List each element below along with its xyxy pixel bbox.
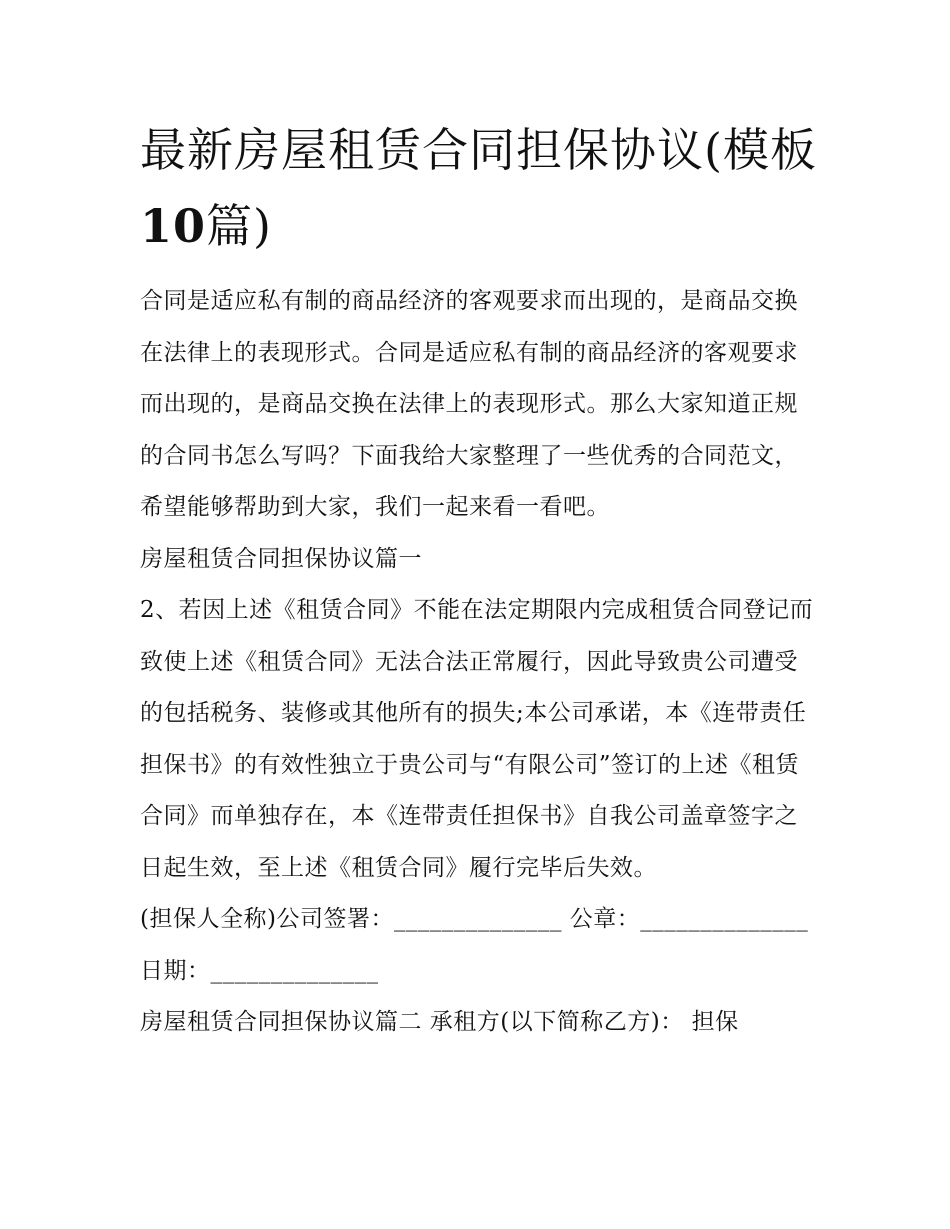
title-number: 10 [140,199,207,253]
intro-paragraph: 合同是适应私有制的商品经济的客观要求而出现的，是商品交换在法律上的表现形式。合同是适应私有制的商品经济的客观要求而出现的，是商品交换在法律上的表现形式。那么大家知道正规的合同书怎么写吗？下面我给大家整理了一些优秀的合同范文，希望能够帮助到大家，我们一起来看一看吧。 [140,288,798,520]
date-line: 日期：______________ [140,957,379,984]
section-heading-two: 房屋租赁合同担保协议篇二 承租方(以下简称乙方)： 担保 [140,1009,739,1035]
document-page [140,112,820,1049]
section-heading-one: 房屋租赁合同担保协议篇一 [140,545,422,572]
document-title: 最新房屋租赁合同担保协议(模板10篇) [140,123,817,253]
clause-paragraph: 2、若因上述《租赁合同》不能在法定期限内完成租赁合同登记而致使上述《租赁合同》无法合法正常履行，因此导致贵公司遭受的包括税务、装修或其他所有的损失;本公司承诺，本《连带责任担保书》的有效性独立于贵公司与“有限公司”签订的上述《租赁合同》而单独存在，本《连带责任担保书》自我公司盖章签字之日起生效，至上述《租赁合同》履行完毕后失效。 [140,597,814,881]
signature-line: (担保人全称)公司签署：______________ 公章：______________ [140,906,809,932]
